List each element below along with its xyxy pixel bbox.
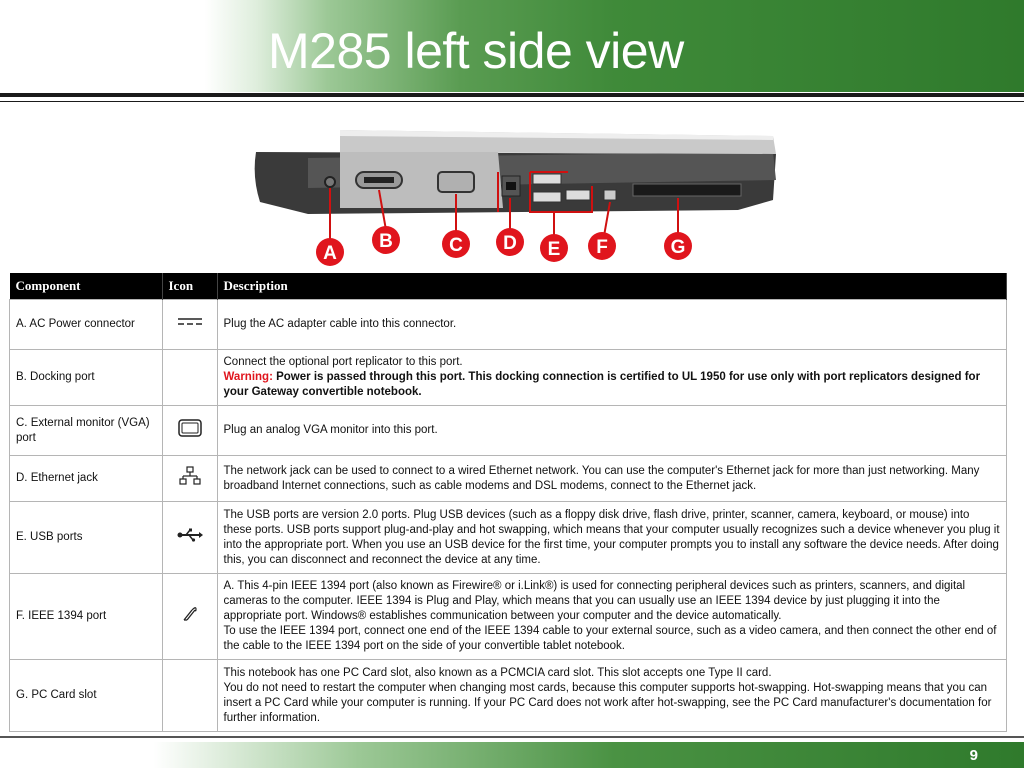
- description-text: Connect the optional port replicator to this port.: [223, 356, 463, 368]
- icon-cell: [162, 660, 217, 732]
- network-icon: [179, 466, 201, 486]
- table-row: [10, 574, 1007, 660]
- callout-e: [540, 234, 568, 262]
- warning-text: Power is passed through this port. This docking connection is certified to UL 1950 for use only with port replicators designed for your Gateway convertible notebook.: [223, 371, 981, 398]
- icon-cell: [162, 300, 217, 350]
- icon-cell: [162, 350, 217, 406]
- component-cell: E. USB ports: [10, 502, 163, 574]
- description-cell: [217, 502, 1007, 574]
- callout-label: C: [449, 235, 463, 256]
- description-text: This notebook has one PC Card slot, also known as a PCMCIA card slot. This slot accepts one Type II card.: [223, 666, 772, 679]
- callout-g: [664, 232, 692, 260]
- callout-f: [588, 232, 616, 260]
- component-table: [9, 273, 1007, 732]
- icon-cell: [162, 502, 217, 574]
- usb-icon: [177, 528, 203, 542]
- description-cell: [217, 456, 1007, 502]
- description-cell: [217, 406, 1007, 456]
- header-icon: Icon: [162, 273, 217, 300]
- description-cell: [217, 660, 1007, 732]
- icon-cell: [162, 406, 217, 456]
- component-cell: B. Docking port: [10, 350, 163, 406]
- callout-a: [316, 238, 344, 266]
- table-row: [10, 300, 1007, 350]
- table-row: [10, 456, 1007, 502]
- component-cell: D. Ethernet jack: [10, 456, 163, 502]
- callout-c: [442, 230, 470, 258]
- footer-divider: [0, 736, 1024, 738]
- description-text: The USB ports are version 2.0 ports. Plug USB devices (such as a floppy disk drive, flash drive, printer, scanner, camera, keyboard, or mouse) into these ports. USB ports support plug-and-play and hot swapping, which means that your computer usually recognizes such a device whenever you plug it into the appropriate port. When you use an USB device for the first time, your computer prompts you to install any software the device needs. After doing this, you can disconnect and reconnect the device at any time.: [223, 508, 1000, 566]
- component-cell: F. IEEE 1394 port: [10, 574, 163, 660]
- description-text: The network jack can be used to connect to a wired Ethernet network. You can use the computer's Ethernet jack for more than just networking. Many broadband Internet connections, such as cable modems and DSL modems, connect to the Ethernet jack.: [223, 464, 980, 492]
- callout-label: F: [596, 237, 608, 258]
- component-cell: G. PC Card slot: [10, 660, 163, 732]
- callout-b: [372, 226, 400, 254]
- warning-label: Warning:: [223, 371, 273, 383]
- table-header-row: [10, 273, 1007, 300]
- icon-cell: [162, 456, 217, 502]
- callout-label: D: [503, 233, 517, 254]
- firewire-icon: [181, 605, 199, 623]
- description-text: To use the IEEE 1394 port, connect one end of the IEEE 1394 cable to your external source, such as a video camera, and then connect the other end of the cable to the IEEE 1394 port on the side of your convertible tablet notebook.: [223, 625, 997, 652]
- description-text: Plug an analog VGA monitor into this port.: [223, 424, 438, 436]
- table-row: [10, 502, 1007, 574]
- description-text: Plug the AC adapter cable into this connector.: [223, 318, 457, 330]
- monitor-icon: [177, 418, 203, 438]
- slide-title: M285 left side view: [268, 23, 684, 79]
- description-text: You do not need to restart the computer when changing most cards, because this computer supports hot-swapping. Hot-swapping means that you can insert a PC Card while your computer is running. If your PC Card does not work after hot-swapping, see the PC Card manufacturer's documentation for further information.: [223, 681, 992, 724]
- component-cell: C. External monitor (VGA) port: [10, 406, 163, 456]
- slide-header: [0, 0, 1024, 92]
- callout-d: [496, 228, 524, 256]
- callout-label: G: [670, 237, 686, 258]
- table-row: [10, 660, 1007, 732]
- description-cell: [217, 350, 1007, 406]
- icon-cell: [162, 574, 217, 660]
- page-number: 9: [969, 747, 978, 764]
- header-description: Description: [217, 273, 1007, 300]
- slide-footer: [0, 742, 1024, 768]
- callout-label: E: [547, 239, 561, 260]
- header-divider: [0, 93, 1024, 97]
- description-text: A. This 4-pin IEEE 1394 port (also known as Firewire® or i.Link®) is used for connecting peripheral devices such as printers, scanners, and digital cameras to the computer. IEEE 1394 is Plug and Play, which means that you can usually use an IEEE 1394 device by just plugging it into the appropriate port. Windows® establishes communication between your computer and the device automatically.: [223, 580, 966, 622]
- component-cell: A. AC Power connector: [10, 300, 163, 350]
- header-component: Component: [10, 273, 163, 300]
- dc-power-icon: [176, 317, 204, 327]
- table-row: [10, 406, 1007, 456]
- callout-label: B: [379, 231, 393, 252]
- callout-label: A: [323, 243, 337, 264]
- description-cell: [217, 300, 1007, 350]
- header-divider-thin: [0, 101, 1024, 102]
- table-row: [10, 350, 1007, 406]
- description-cell: [217, 574, 1007, 660]
- laptop-side-illustration: [248, 122, 788, 272]
